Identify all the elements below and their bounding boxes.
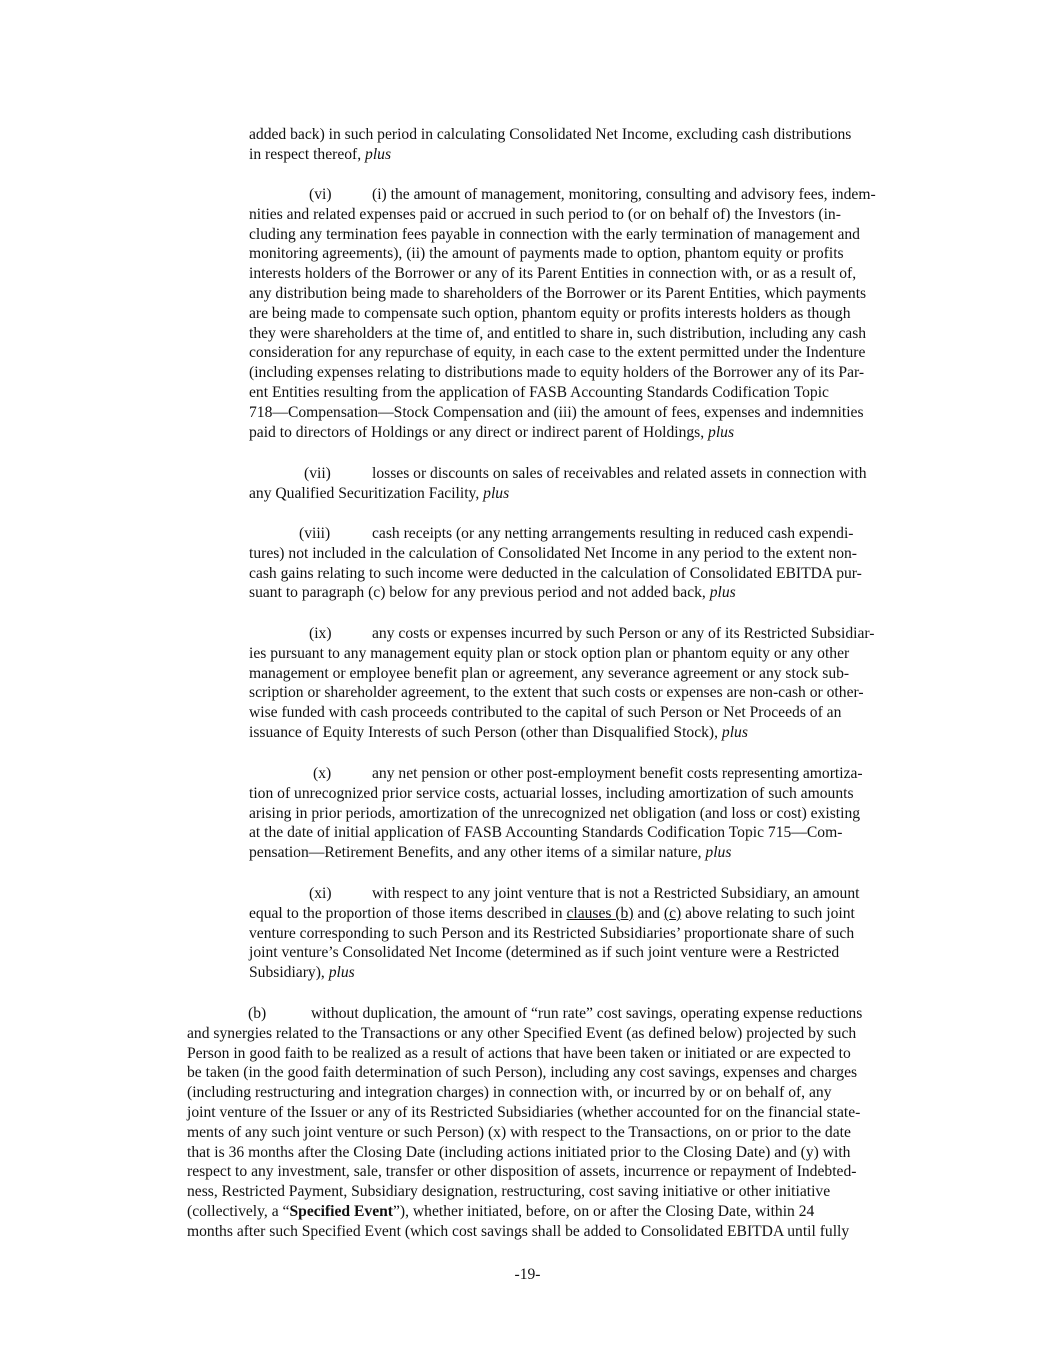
clause-b xyxy=(187,1004,862,1242)
text-line: interests holders of the Borrower or any of its Parent Entities in connection with, or as a result of, xyxy=(249,265,857,283)
text-line: tion of unrecognized prior service costs, actuarial losses, including amortization of such amounts xyxy=(249,784,854,802)
text-line: venture corresponding to such Person and its Restricted Subsidiaries’ proportionate share of such xyxy=(249,924,855,942)
conjunction: plus xyxy=(709,584,736,602)
text-line: equal to the proportion of those items described in clauses (b) and (c) above relating to such joint xyxy=(249,904,855,922)
clause-label: (xi) xyxy=(309,885,332,902)
text-line: Person in good faith to be realized as a result of actions that have been taken or initiated or are expected to xyxy=(187,1044,851,1062)
text-line: (including expenses relating to distributions made to equity holders of the Borrower any of its Par- xyxy=(249,364,865,382)
text-line: in respect thereof, plus xyxy=(249,145,392,163)
text-line: with respect to any joint venture that is not a Restricted Subsidiary, an amount xyxy=(372,885,860,902)
text-line: are being made to compensate such option, phantom equity or profits interests holders as though xyxy=(249,304,851,322)
text-line: ments of any such joint venture or such Person) (x) with respect to the Transactions, on or prior to the date xyxy=(187,1123,851,1141)
text-line: they were shareholders at the time of, and entitled to share in, such distribution, including any cash xyxy=(249,324,867,342)
text-line: months after such Specified Event (which cost savings shall be added to Consolidated EBITDA until fully xyxy=(187,1222,850,1240)
clause-viii xyxy=(249,524,862,603)
text-line: (collectively, a “Specified Event”), whether initiated, before, on or after the Closing Date, within 24 xyxy=(187,1202,815,1220)
text-line: ness, Restricted Payment, Subsidiary designation, restructuring, cost saving initiative or other initiative xyxy=(187,1183,831,1201)
text-line: scription or shareholder agreement, to the extent that such costs or expenses are non-cash or other- xyxy=(249,684,864,702)
text-line: pensation—Retirement Benefits, and any other items of a similar nature, plus xyxy=(249,844,732,862)
clause-label: (b) xyxy=(248,1005,267,1022)
clause-label: (vi) xyxy=(309,186,332,203)
text-line: losses or discounts on sales of receivables and related assets in connection with xyxy=(372,465,867,482)
text-line: joint venture of the Issuer or any of its Restricted Subsidiaries (whether accounted for on the financial state- xyxy=(187,1103,861,1121)
clause-vi xyxy=(249,185,876,442)
text-line: at the date of initial application of FASB Accounting Standards Codification Topic 715—Com- xyxy=(249,824,843,842)
clause-reference-c: (c) xyxy=(663,904,682,922)
text-line: nities and related expenses paid or accrued in such period to (or on behalf of) the Investors (in- xyxy=(249,205,841,223)
text-line: be taken (in the good faith determination of such Person), including any cost savings, expenses and charges xyxy=(187,1064,858,1082)
conjunction: plus xyxy=(705,844,732,862)
text-line: any distribution being made to shareholders of the Borrower or its Parent Entities, which payments xyxy=(249,284,867,302)
clause-label: (ix) xyxy=(309,625,332,642)
text-line: cash receipts (or any netting arrangements resulting in reduced cash expendi- xyxy=(372,525,854,542)
text-line: joint venture’s Consolidated Net Income (determined as if such joint venture were a Restricted xyxy=(249,944,840,962)
conjunction: plus xyxy=(721,723,748,741)
defined-term: Specified Event xyxy=(289,1202,393,1220)
text-line: any costs or expenses incurred by such Person or any of its Restricted Subsidiar- xyxy=(372,625,875,642)
clause-label: (viii) xyxy=(299,525,331,542)
clause-label: (x) xyxy=(313,765,332,782)
text-line: cluding any termination fees payable in connection with the early termination of management and xyxy=(249,225,860,243)
text-line: management or employee benefit plan or agreement, any severance agreement or any stock sub- xyxy=(249,664,850,682)
text-line: issuance of Equity Interests of such Person (other than Disqualified Stock), plus xyxy=(249,723,748,741)
text-line: (i) the amount of management, monitoring, consulting and advisory fees, indem- xyxy=(372,186,876,203)
clause-xi xyxy=(249,884,860,983)
text-line: tures) not included in the calculation of Consolidated Net Income in any period to the extent non- xyxy=(249,544,857,562)
text-line: 718—Compensation—Stock Compensation and (iii) the amount of fees, expenses and indemnities xyxy=(249,403,864,421)
conjunction: plus xyxy=(328,964,355,982)
page-number: -19- xyxy=(514,1266,541,1283)
conjunction: plus xyxy=(708,423,735,441)
conjunction: plus xyxy=(365,145,392,163)
clause-vii xyxy=(249,464,867,504)
text-line: cash gains relating to such income were deducted in the calculation of Consolidated EBITDA pur- xyxy=(249,564,862,582)
intro-paragraph xyxy=(249,125,851,165)
conjunction: plus xyxy=(483,484,510,502)
clause-label: (vii) xyxy=(304,465,331,482)
text-line: any Qualified Securitization Facility, plus xyxy=(249,484,510,502)
text-line: added back) in such period in calculating Consolidated Net Income, excluding cash distributions xyxy=(249,126,852,143)
text-line: Subsidiary), plus xyxy=(249,964,355,982)
text-line: respect to any investment, sale, transfer or other disposition of assets, incurrence or repayment of Indebted- xyxy=(187,1163,857,1181)
text-line: that is 36 months after the Closing Date (including actions initiated prior to the Closing Date) and (y) with xyxy=(187,1143,851,1161)
text-line: ies pursuant to any management equity plan or stock option plan or phantom equity or any other xyxy=(249,644,850,662)
clause-ix xyxy=(249,624,874,743)
text-line: wise funded with cash proceeds contributed to the capital of such Person or Net Proceeds of an xyxy=(249,704,842,722)
text-line: arising in prior periods, amortization of the unrecognized net obligation (and loss or cost) existing xyxy=(249,804,861,822)
clause-reference-b: clauses (b) xyxy=(566,904,634,922)
text-line: ent Entities resulting from the application of FASB Accounting Standards Codification Topic xyxy=(249,383,829,401)
text-line: any net pension or other post-employment benefit costs representing amortiza- xyxy=(372,765,863,782)
text-line: and synergies related to the Transactions or any other Specified Event (as defined below) projected by such xyxy=(187,1024,857,1042)
text-line: paid to directors of Holdings or any direct or indirect parent of Holdings, plus xyxy=(249,423,735,441)
text-line: suant to paragraph (c) below for any previous period and not added back, plus xyxy=(249,584,736,602)
text-line: consideration for any repurchase of equity, in each case to the extent permitted under the Indenture xyxy=(249,344,866,362)
text-line: (including restructuring and integration charges) in connection with, or incurred by or on behalf of, any xyxy=(187,1084,832,1102)
text-line: without duplication, the amount of “run rate” cost savings, operating expense reductions xyxy=(311,1005,863,1022)
clause-x xyxy=(249,764,863,863)
text-line: monitoring agreements), (ii) the amount of payments made to option, phantom equity or profits xyxy=(249,245,844,263)
